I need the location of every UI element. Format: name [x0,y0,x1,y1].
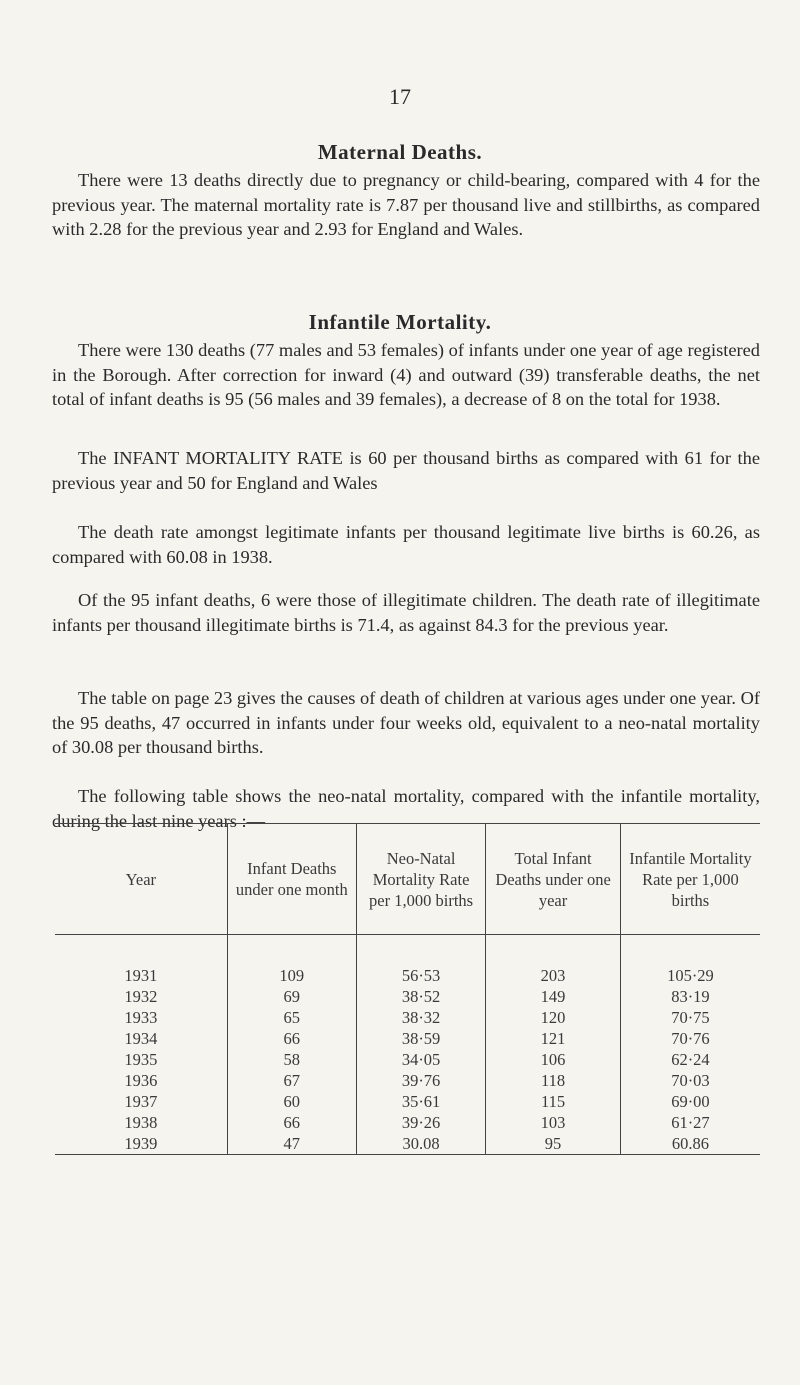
cell-total-deaths: 95 [486,1133,621,1155]
cell-deaths-month: 65 [227,1007,356,1028]
legitimate-rate-paragraph: The death rate amongst legitimate infants per thousand legitimate live births is 60.26, as compared with 60.08 in 1938. [52,522,760,567]
table-row [55,1070,760,1091]
cell-neo-rate: 38·52 [356,986,485,1007]
cell-total-deaths: 121 [486,1028,621,1049]
table-row [55,986,760,1007]
table-row [55,1112,760,1133]
cell-infantile-rate: 61·27 [620,1112,760,1133]
cell-year: 1933 [124,1008,158,1027]
cell-total-deaths: 106 [486,1049,621,1070]
cell-neo-rate: 35·61 [356,1091,485,1112]
cell-infantile-rate: 70·76 [620,1028,760,1049]
cell-total-deaths: 203 [486,935,621,987]
cell-neo-rate: 56·53 [356,935,485,987]
maternal-deaths-heading: Maternal Deaths. [317,140,483,164]
cell-infantile-rate: 60.86 [620,1133,760,1155]
infant-deaths-paragraph: There were 130 deaths (77 males and 53 females) of infants under one year of age registered in the Borough. After correction for inward (4) and outward (39) transferable deaths, the net total of infant deaths is 95 (56 males and 39 females), a decrease of 8 on the total for 1938. [52,340,760,409]
table-row [55,1091,760,1112]
illegitimate-rate-paragraph: Of the 95 infant deaths, 6 were those of illegitimate children. The death rate of illegitimate infants per thousand illegitimate births is 71.4, as against 84.3 for the previous year. [52,590,760,635]
cell-total-deaths: 120 [486,1007,621,1028]
cell-deaths-month: 60 [227,1091,356,1112]
cell-neo-rate: 30.08 [356,1133,485,1155]
cell-deaths-month: 69 [227,986,356,1007]
header-infantile-rate: Infantile Mortality Rate per 1,000 births [620,824,760,935]
cell-neo-rate: 39·26 [356,1112,485,1133]
cell-year: 1938 [124,1113,158,1132]
table-intro-paragraph: The following table shows the neo-natal mortality, compared with the infantile mortality, during the last nine years :— [52,786,760,831]
cell-deaths-month: 58 [227,1049,356,1070]
cell-infantile-rate: 62·24 [620,1049,760,1070]
neo-natal-paragraph: The table on page 23 gives the causes of death of children at various ages under one year. Of the 95 deaths, 47 occurred in infants under four weeks old, equivalent to a neo-natal mortality of 30.08 per thousand births. [52,688,760,757]
table-row [55,1007,760,1028]
infantile-mortality-heading: Infantile Mortality. [308,310,492,334]
cell-deaths-month: 66 [227,1028,356,1049]
table-row [55,1133,760,1155]
cell-total-deaths: 118 [486,1070,621,1091]
cell-year: 1936 [124,1071,158,1090]
cell-deaths-month: 109 [227,935,356,987]
cell-year: 1931 [124,966,158,985]
cell-deaths-month: 66 [227,1112,356,1133]
cell-year: 1937 [124,1092,158,1111]
header-total-infant-deaths: Total Infant Deaths under one year [486,824,621,935]
cell-total-deaths: 103 [486,1112,621,1133]
infant-mortality-rate-paragraph: The INFANT MORTALITY RATE is 60 per thousand births as compared with 61 for the previous year and 50 for England and Wales [52,448,760,493]
maternal-deaths-paragraph: There were 13 deaths directly due to pregnancy or child-bearing, compared with 4 for the previous year. The maternal mortality rate is 7.87 per thousand live and stillbirths, as compared with 2.28 for the previous year and 2.93 for England and Wales. [52,170,760,239]
cell-total-deaths: 149 [486,986,621,1007]
cell-year: 1935 [124,1050,158,1069]
header-neo-natal-rate: Neo-Natal Mortality Rate per 1,000 births [356,824,485,935]
cell-neo-rate: 38·59 [356,1028,485,1049]
cell-infantile-rate: 69·00 [620,1091,760,1112]
cell-year: 1934 [124,1029,158,1048]
cell-year: 1932 [124,987,158,1006]
cell-deaths-month: 47 [227,1133,356,1155]
header-infant-deaths-month: Infant Deaths under one month [227,824,356,935]
cell-neo-rate: 38·32 [356,1007,485,1028]
cell-neo-rate: 39·76 [356,1070,485,1091]
table-row [55,1049,760,1070]
page-number: 17 [389,84,411,109]
table-header-row [55,824,760,935]
cell-deaths-month: 67 [227,1070,356,1091]
cell-year: 1939 [55,1133,227,1155]
cell-infantile-rate: 83·19 [620,986,760,1007]
cell-infantile-rate: 105·29 [620,935,760,987]
table-row [55,935,760,987]
cell-infantile-rate: 70·75 [620,1007,760,1028]
cell-neo-rate: 34·05 [356,1049,485,1070]
cell-infantile-rate: 70·03 [620,1070,760,1091]
mortality-table [55,823,760,1155]
header-year: Year [55,824,227,935]
table-row [55,1028,760,1049]
cell-total-deaths: 115 [486,1091,621,1112]
